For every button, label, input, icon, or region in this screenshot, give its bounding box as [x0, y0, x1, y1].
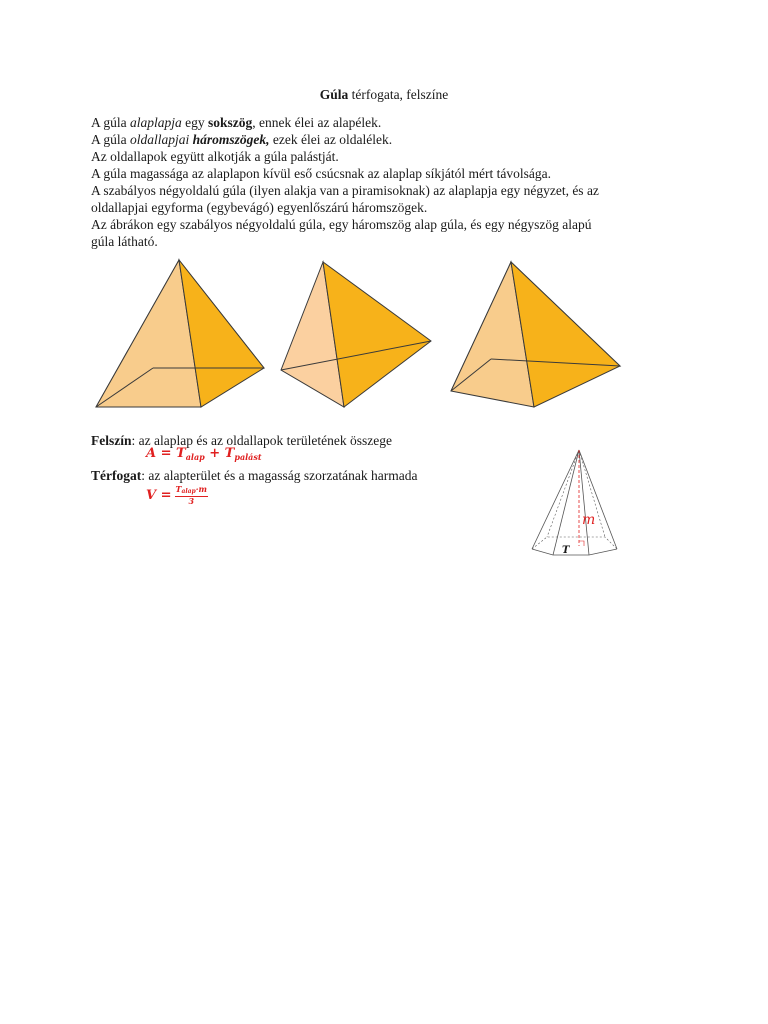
line-2: [91, 131, 691, 148]
line-3: Az oldallapok együtt alkotják a gúla palástját.: [91, 149, 339, 164]
line-1-c: egy: [181, 115, 209, 130]
terfogat-label: Térfogat: [91, 468, 142, 483]
intro-paragraph: [91, 114, 691, 250]
line-2-a: A gúla: [91, 132, 130, 147]
line-4: A gúla magassága az alaplapon kívül eső csúcsnak az alaplap síkjától mért távolsága.: [91, 166, 551, 181]
line-6: oldallapjai egyforma (egybevágó) egyenlőszárú háromszögek.: [91, 200, 428, 215]
terfogat-fraction-denominator: 3: [188, 496, 195, 506]
felszin-formula-lhs: A = T: [146, 446, 186, 461]
terfogat-num-t: T: [175, 484, 182, 494]
terfogat-definition: [91, 467, 417, 484]
line-5: A szabályos négyoldalú gúla (ilyen alakja van a piramisoknak) az alaplapja egy négyzet, és az: [91, 183, 599, 198]
term-haromszogek: háromszögek,: [192, 132, 270, 147]
felszin-formula: [146, 446, 262, 462]
terfogat-text: : az alapterület és a magasság szorzatának harmada: [141, 468, 418, 483]
pyramid-triangle-base: [281, 262, 431, 407]
terfogat-formula: [146, 485, 208, 506]
felszin-formula-sub2: palást: [234, 452, 262, 462]
felszin-formula-sub1: alap: [185, 452, 205, 462]
line-1: [91, 114, 691, 131]
pyramid-quadrilateral-base: [451, 262, 620, 407]
base-area-label: T: [562, 545, 570, 556]
line-1-a: A gúla: [91, 115, 130, 130]
term-sokszog: sokszög: [208, 115, 253, 130]
pyramid-square-base: [96, 260, 264, 407]
title-rest: térfogata, felszíne: [348, 87, 449, 102]
hexagonal-pyramid-figure: [525, 445, 625, 560]
line-1-e: , ennek élei az alapélek.: [252, 115, 382, 130]
pyramid-figures: [88, 255, 633, 415]
felszin-label: Felszín: [91, 433, 132, 448]
terfogat-formula-lhs: V =: [146, 488, 172, 503]
terfogat-fraction: [175, 485, 208, 506]
line-2-e: ezek élei az oldalélek.: [269, 132, 393, 147]
page-title: [0, 87, 768, 103]
height-label: m: [582, 512, 596, 528]
line-7: Az ábrákon egy szabályos négyoldalú gúla, egy háromszög alap gúla, és egy négyszög alapú: [91, 217, 592, 232]
felszin-text: : az alaplap és az oldallapok területének összege: [131, 433, 393, 448]
term-alaplapja: alaplapja: [130, 115, 182, 130]
term-oldallapjai: oldallapjai: [130, 132, 190, 147]
felszin-formula-plus: + T: [204, 446, 235, 461]
terfogat-num-sub: alap: [181, 488, 196, 495]
title-bold: Gúla: [319, 87, 349, 102]
terfogat-num-rest: ·m: [195, 484, 207, 494]
line-8: gúla látható.: [91, 234, 158, 249]
